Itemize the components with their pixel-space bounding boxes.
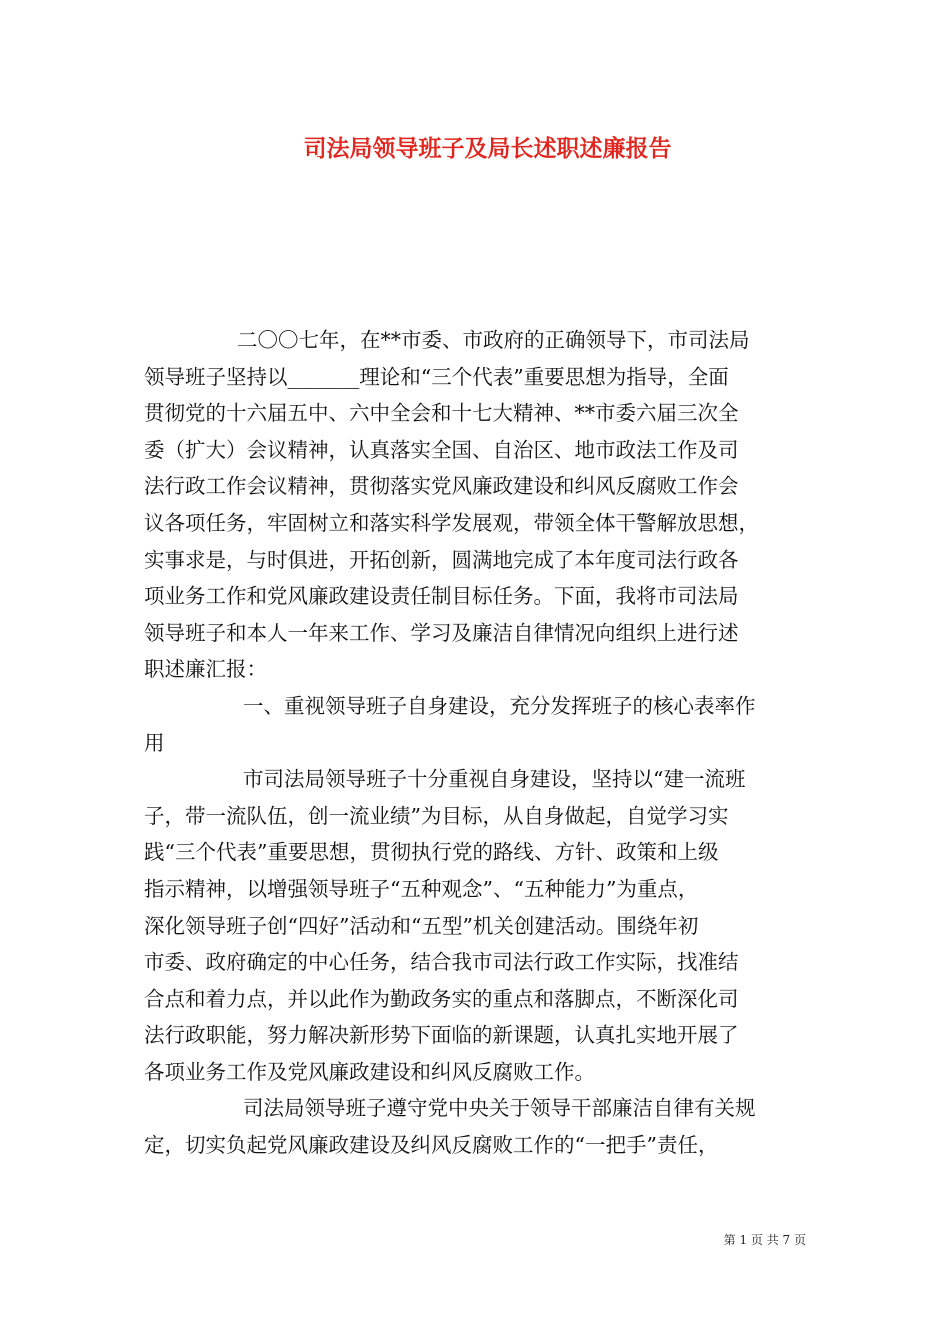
paragraph-line: 议各项任务，牢固树立和落实科学发展观，带领全体干警解放思想，: [144, 510, 759, 535]
paragraph-line: 委（扩大）会议精神，认真落实全国、自治区、地市政法工作及司: [144, 437, 739, 462]
paragraph-line: 实事求是，与时俱进，开拓创新，圆满地完成了本年度司法行政各: [144, 547, 739, 572]
paragraph-line: 领导班子和本人一年来工作、学习及廉洁自律情况向组织上进行述: [144, 620, 739, 645]
paragraph-line: 司法局领导班子遵守党中央关于领导干部廉洁自律有关规: [243, 1096, 756, 1121]
section-heading-line: 用: [144, 730, 165, 755]
paragraph-line: 子，带一流队伍，创一流业绩”为目标，从自身做起，自觉学习实: [144, 803, 729, 828]
paragraph-line: 二〇〇七年，在**市委、市政府的正确领导下，市司法局: [237, 328, 750, 352]
paragraph-line: 深化领导班子创“四好”活动和“五型”机关创建活动。围绕年初: [144, 913, 699, 938]
paragraph-line: 定，切实负起党风廉政建设及纠风反腐败工作的“一把手”责任，: [144, 1133, 719, 1158]
paragraph-line: 法行政工作会议精神，贯彻落实党风廉政建设和纠风反腐败工作会: [144, 474, 739, 499]
paragraph-line: 法行政职能，努力解决新形势下面临的新课题，认真扎实地开展了: [144, 1023, 739, 1048]
paragraph-line: 职述廉汇报：: [144, 657, 267, 682]
page-number-footer: 第 1 页 共 7 页: [723, 1233, 806, 1247]
paragraph-line: 践“三个代表”重要思想，贯彻执行党的路线、方针、政策和上级: [144, 840, 719, 865]
paragraph-line: 领导班子坚持以_______理论和“三个代表”重要思想为指导，全面: [144, 364, 729, 389]
paragraph-line: 合点和着力点，并以此作为勤政务实的重点和落脚点，不断深化司: [144, 986, 739, 1011]
document-body: [144, 322, 809, 1164]
paragraph-line: 各项业务工作及党风廉政建设和纠风反腐败工作。: [144, 1059, 595, 1084]
document-title: 司法局领导班子及局长述职述廉报告: [303, 135, 672, 162]
paragraph-line: 项业务工作和党风廉政建设责任制目标任务。下面，我将市司法局: [144, 584, 739, 609]
section-heading-line: 一、重视领导班子自身建设，充分发挥班子的核心表率作: [243, 693, 756, 718]
paragraph-line: 指示精神，以增强领导班子“五种观念”、“五种能力”为重点，: [144, 876, 699, 901]
paragraph-line: 市委、政府确定的中心任务，结合我市司法行政工作实际，找准结: [144, 950, 739, 975]
paragraph-line: 市司法局领导班子十分重视自身建设，坚持以“建一流班: [243, 767, 746, 792]
paragraph-line: 贯彻党的十六届五中、六中全会和十七大精神、**市委六届三次全: [144, 401, 739, 426]
